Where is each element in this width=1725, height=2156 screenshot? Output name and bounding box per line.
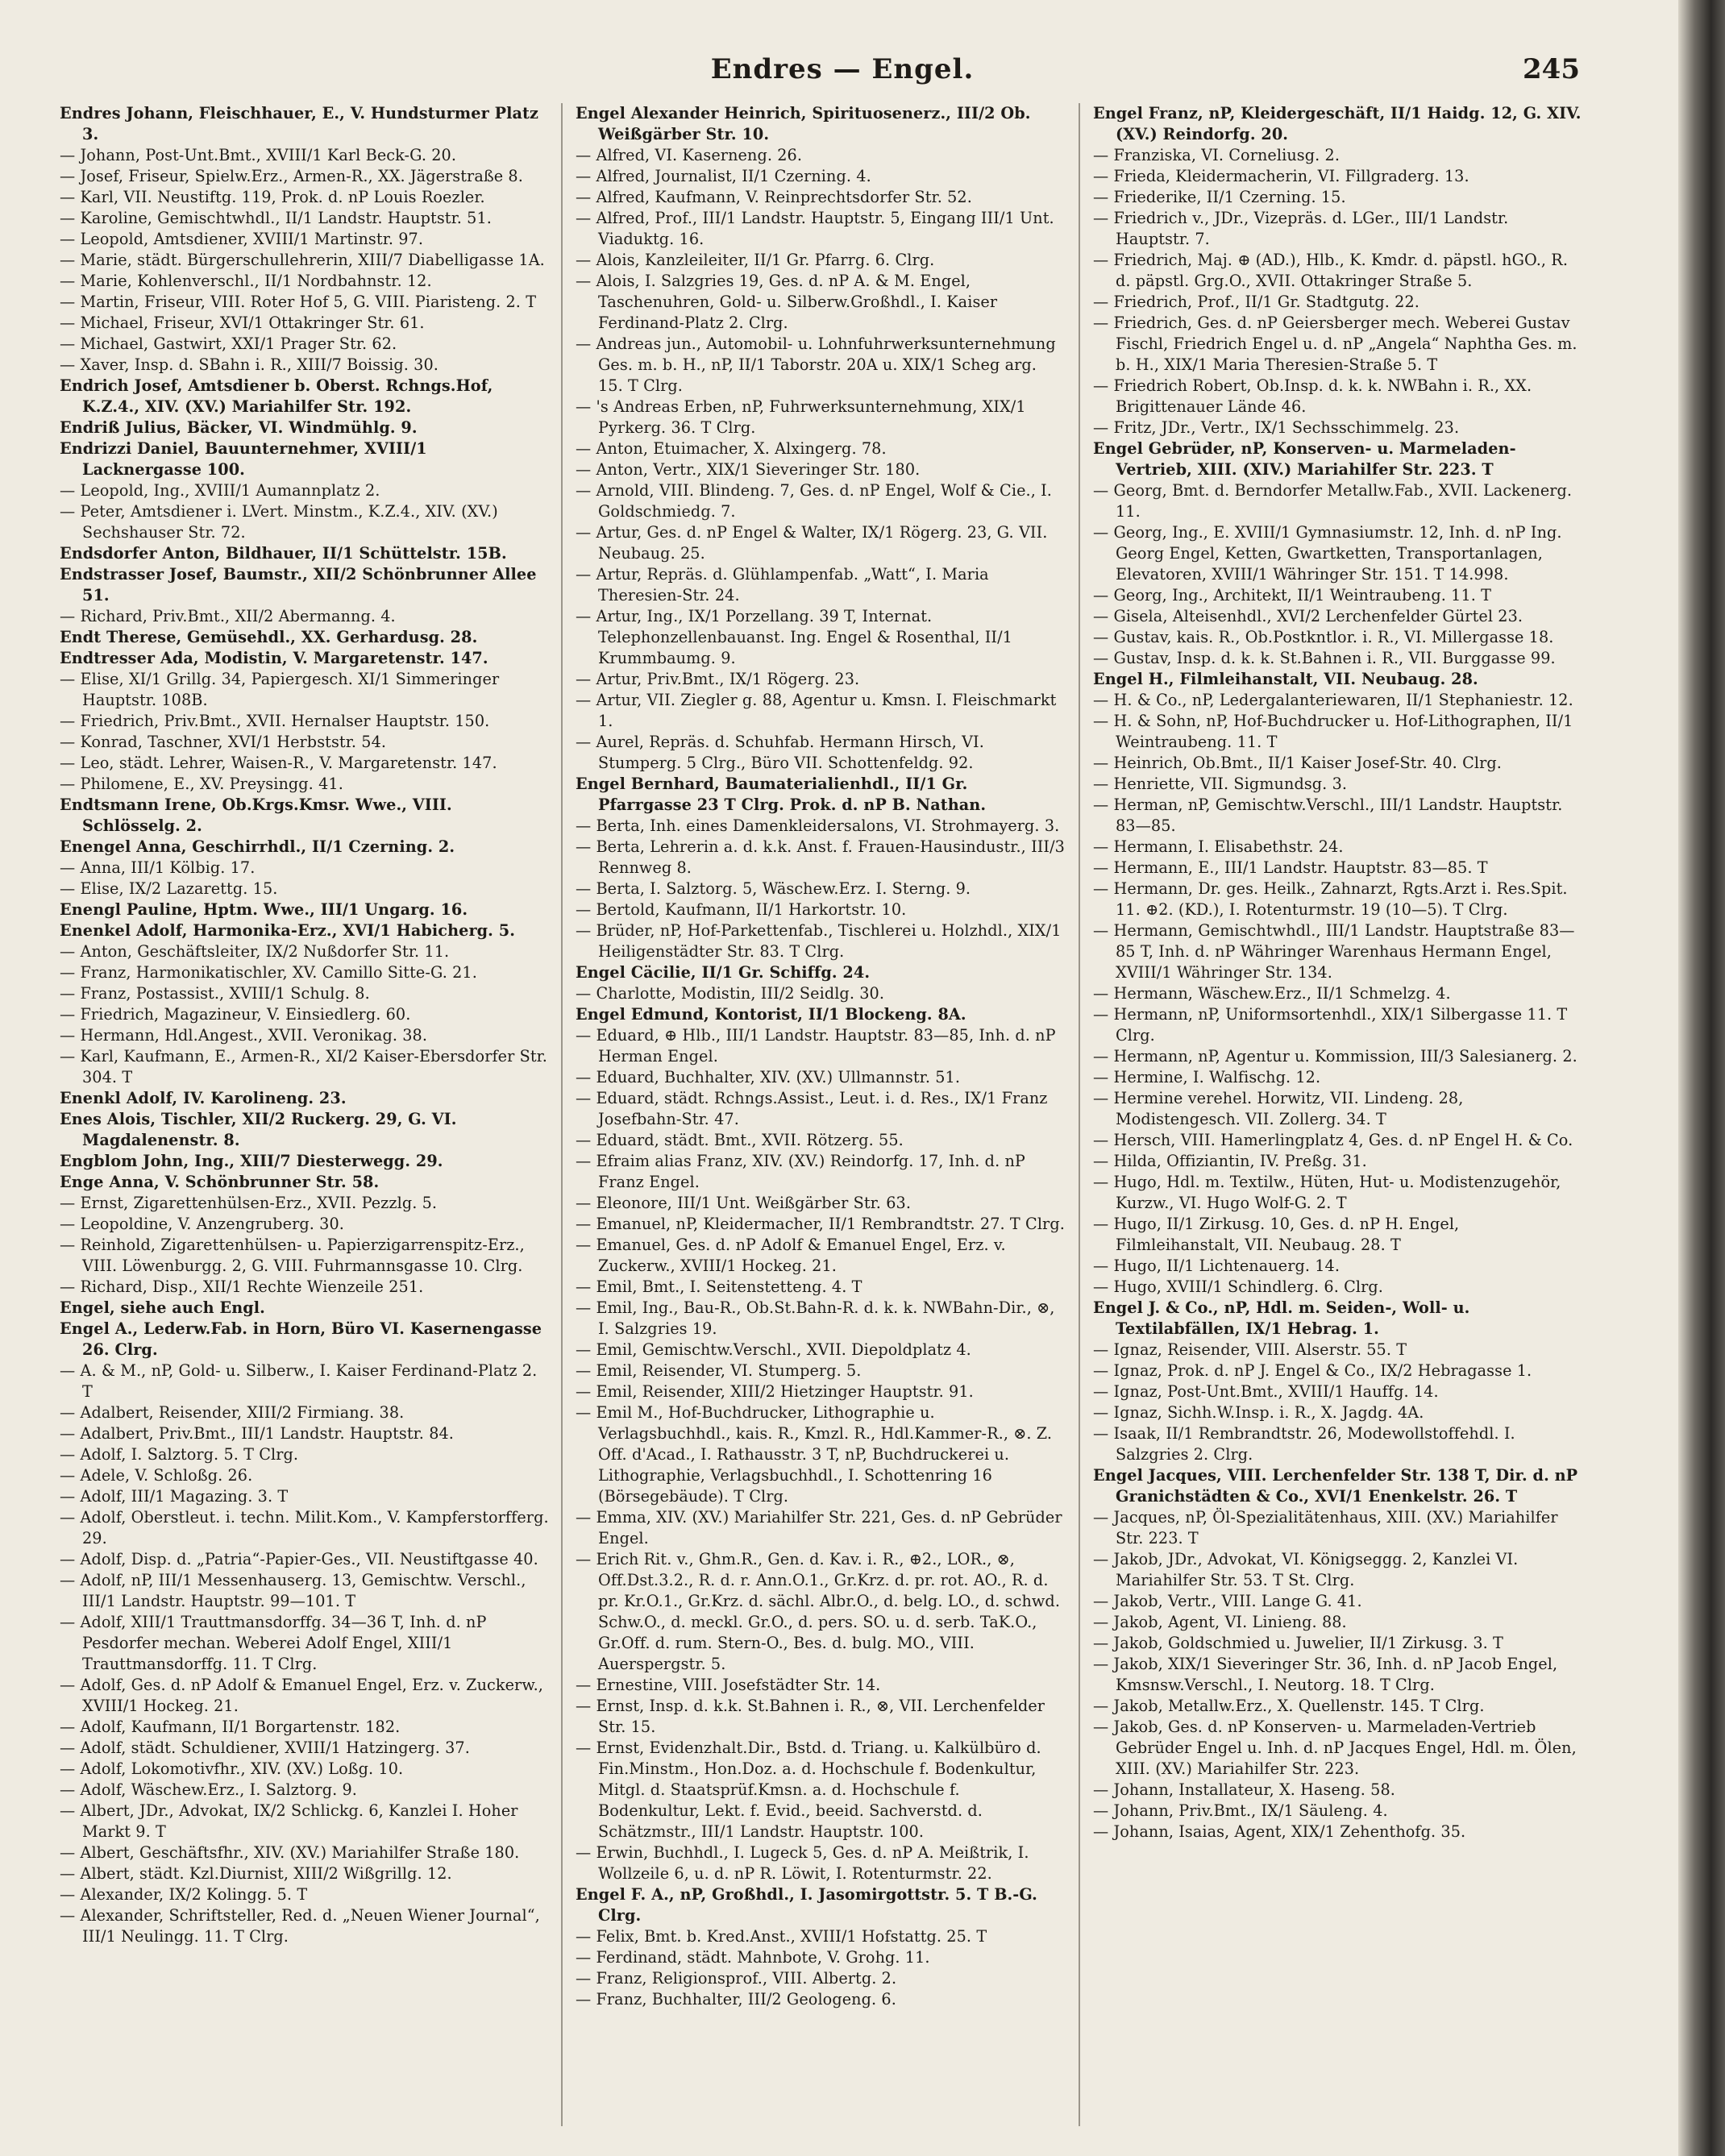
directory-entry: — Adele, V. Schloßg. 26. bbox=[60, 1466, 253, 1485]
directory-entry: — Adalbert, Reisender, XIII/2 Firmiang. 38. bbox=[60, 1403, 405, 1422]
directory-entry: — Ignaz, Post-Unt.Bmt., XVIII/1 Hauffg. 14. bbox=[1093, 1382, 1439, 1401]
directory-entry: — Peter, Amtsdiener i. LVert. Minstm., K.Z.4., XIV. (XV.) Sechshauser Str. 72. bbox=[60, 502, 498, 542]
directory-entry: — Adolf, Oberstleut. i. techn. Milit.Kom., V. Kampferstorfferg. 29. bbox=[60, 1508, 549, 1547]
directory-entry: — Jakob, Ges. d. nP Konserven- u. Marmeladen-Vertrieb Gebrüder Engel u. Inh. d. nP Jacques Engel, Hdl. m. Ölen, XIII. (XV.) Mariahilfer Str. 223. bbox=[1093, 1718, 1577, 1778]
directory-entry: — Felix, Bmt. b. Kred.Anst., XVIII/1 Hofstattg. 25. T bbox=[576, 1927, 987, 1946]
directory-entry: — Ferdinand, städt. Mahnbote, V. Grohg. 11. bbox=[576, 1948, 930, 1967]
directory-entry: — Richard, Disp., XII/1 Rechte Wienzeile 251. bbox=[60, 1277, 424, 1296]
directory-entry: — Hersch, VIII. Hamerlingplatz 4, Ges. d. nP Engel H. & Co. bbox=[1093, 1131, 1573, 1149]
directory-entry: — Ignaz, Reisender, VIII. Alserstr. 55. T bbox=[1093, 1340, 1407, 1359]
directory-entry: — Johann, Isaias, Agent, XIX/1 Zehenthofg. 35. bbox=[1093, 1822, 1466, 1841]
directory-entry: — Adolf, Disp. d. „Patria“-Papier-Ges., VII. Neustiftgasse 40. bbox=[60, 1550, 538, 1568]
directory-entry-heading: Engel Gebrüder, nP, Konserven- u. Marmeladen-Vertrieb, XIII. (XIV.) Mariahilfer Str. 223. T bbox=[1093, 439, 1516, 479]
directory-entry: — Emil, Ing., Bau-R., Ob.St.Bahn-R. d. k. k. NWBahn-Dir., ⊗, I. Salzgries 19. bbox=[576, 1298, 1055, 1338]
directory-entry: — Hugo, Hdl. m. Textilw., Hüten, Hut- u. Modistenzugehör, Kurzw., VI. Hugo Wolf-G. 2. T bbox=[1093, 1173, 1561, 1212]
directory-entry: — Georg, Bmt. d. Berndorfer Metallw.Fab., XVII. Lackenerg. 11. bbox=[1093, 481, 1573, 521]
directory-entry: — Friederike, II/1 Czerning. 15. bbox=[1093, 188, 1346, 206]
directory-entry-heading: Endriß Julius, Bäcker, VI. Windmühlg. 9. bbox=[60, 418, 418, 437]
column-divider bbox=[1079, 103, 1080, 2126]
directory-entry: — Anton, Geschäftsleiter, IX/2 Nußdorfer Str. 11. bbox=[60, 942, 450, 961]
directory-entry-heading: Engel J. & Co., nP, Hdl. m. Seiden-, Woll- u. Textilabfällen, IX/1 Hebrag. 1. bbox=[1093, 1298, 1470, 1338]
directory-entry: — Isaak, II/1 Rembrandtstr. 26, Modewollstoffehdl. I. Salzgries 2. Clrg. bbox=[1093, 1424, 1515, 1464]
directory-entry: — Hermann, Dr. ges. Heilk., Zahnarzt, Rgts.Arzt i. Res.Spit. 11. ⊕2. (KD.), I. Rotenturmstr. 19 (10—5). T Clrg. bbox=[1093, 879, 1568, 919]
directory-entry: — Hermine, I. Walfischg. 12. bbox=[1093, 1068, 1321, 1086]
directory-entry: — Alfred, Journalist, II/1 Czerning. 4. bbox=[576, 167, 871, 185]
directory-entry: — Gustav, Insp. d. k. k. St.Bahnen i. R., VII. Burggasse 99. bbox=[1093, 649, 1556, 667]
directory-entry: — Artur, Repräs. d. Glühlampenfab. „Watt“, I. Maria Theresien-Str. 24. bbox=[576, 565, 989, 604]
directory-entry: — Emil, Reisender, XIII/2 Hietzinger Hauptstr. 91. bbox=[576, 1382, 974, 1401]
directory-entry: — Hermine verehel. Horwitz, VII. Lindeng. 28, Modistengesch. VII. Zollerg. 34. T bbox=[1093, 1089, 1464, 1128]
directory-entry: — Johann, Installateur, X. Haseng. 58. bbox=[1093, 1780, 1395, 1799]
directory-entry: — Alois, Kanzleileiter, II/1 Gr. Pfarrg. 6. Clrg. bbox=[576, 251, 935, 269]
directory-entry: — Emil, Reisender, VI. Stumperg. 5. bbox=[576, 1361, 862, 1380]
directory-entry: — Jacques, nP, Öl-Spezialitätenhaus, XIII. (XV.) Mariahilfer Str. 223. T bbox=[1093, 1508, 1558, 1547]
directory-entry: — Anton, Vertr., XIX/1 Sieveringer Str. 180. bbox=[576, 460, 921, 479]
directory-entry: — Jakob, XIX/1 Sieveringer Str. 36, Inh. d. nP Jacob Engel, Kmsnsw.Verschl., I. Neutorg. 18. T Clrg. bbox=[1093, 1655, 1558, 1694]
directory-entry: — Hugo, II/1 Zirkusg. 10, Ges. d. nP H. Engel, Filmleihanstalt, VII. Neubaug. 28. T bbox=[1093, 1215, 1460, 1254]
directory-entry-heading: Engel H., Filmleihanstalt, VII. Neubaug. 28. bbox=[1093, 670, 1478, 688]
directory-entry: — Xaver, Insp. d. SBahn i. R., XIII/7 Boissig. 30. bbox=[60, 355, 439, 374]
directory-entry: — Albert, städt. Kzl.Diurnist, XIII/2 Wißgrillg. 12. bbox=[60, 1864, 452, 1883]
directory-entry: — Herman, nP, Gemischtw.Verschl., III/1 Landstr. Hauptstr. 83—85. bbox=[1093, 796, 1563, 835]
directory-entry: — Johann, Post-Unt.Bmt., XVIII/1 Karl Beck-G. 20. bbox=[60, 146, 457, 164]
directory-entry: — Hermann, nP, Uniformsortenhdl., XIX/1 Silbergasse 11. T Clrg. bbox=[1093, 1005, 1568, 1045]
directory-entry: — Karl, Kaufmann, E., Armen-R., XI/2 Kaiser-Ebersdorfer Str. 304. T bbox=[60, 1047, 548, 1086]
directory-entry-heading: Engel Edmund, Kontorist, II/1 Blockeng. 8A. bbox=[576, 1005, 966, 1024]
directory-columns bbox=[60, 103, 1583, 2134]
directory-entry: — Eduard, ⊕ Hlb., III/1 Landstr. Hauptstr. 83—85, Inh. d. nP Herman Engel. bbox=[576, 1026, 1056, 1066]
directory-entry: — H. & Sohn, nP, Hof-Buchdrucker u. Hof-Lithographen, II/1 Weintraubeng. 11. T bbox=[1093, 712, 1573, 751]
directory-entry-heading: Engel, siehe auch Engl. bbox=[60, 1298, 265, 1317]
directory-entry-heading: Endtsmann Irene, Ob.Krgs.Kmsr. Wwe., VIII. Schlösselg. 2. bbox=[60, 796, 452, 835]
directory-entry: — Leopold, Ing., XVIII/1 Aumannplatz 2. bbox=[60, 481, 380, 500]
directory-entry: — Emil M., Hof-Buchdrucker, Lithographie u. Verlagsbuchhdl., kais. R., Kmzl. R., Hdl.Kammer-R., ⊗. Z. Off. d'Acad., I. Rathausstr. 3 T, nP, Buchdruckerei u. Lithographie, Verlagsbuchhdl., I. Schottenring 16 (Börsegebäude). T Clrg. bbox=[576, 1403, 1053, 1506]
directory-entry: — Friedrich, Maj. ⊕ (AD.), Hlb., K. Kmdr. d. päpstl. hGO., R. d. päpstl. Grg.O., XVII. Ottakringer Straße 5. bbox=[1093, 251, 1569, 290]
directory-entry: — Michael, Friseur, XVI/1 Ottakringer Str. 61. bbox=[60, 314, 425, 332]
directory-entry: — Franz, Harmonikatischler, XV. Camillo Sitte-G. 21. bbox=[60, 963, 477, 982]
directory-entry: — Arnold, VIII. Blindeng. 7, Ges. d. nP Engel, Wolf & Cie., I. Goldschmiedg. 7. bbox=[576, 481, 1052, 521]
directory-entry: — Frieda, Kleidermacherin, VI. Fillgraderg. 13. bbox=[1093, 167, 1469, 185]
directory-entry: — Friedrich, Prof., II/1 Gr. Stadtgutg. 22. bbox=[1093, 293, 1419, 311]
directory-entry: — Anna, III/1 Kölbig. 17. bbox=[60, 858, 256, 877]
directory-entry-heading: Endres Johann, Fleischhauer, E., V. Hundsturmer Platz 3. bbox=[60, 104, 539, 143]
directory-entry: — Leopoldine, V. Anzengruberg. 30. bbox=[60, 1215, 344, 1233]
directory-entry: — Erich Rit. v., Ghm.R., Gen. d. Kav. i. R., ⊕2., LOR., ⊗, Off.Dst.3.2., R. d. r. Ann.O.1., Gr.Krz. d. pr. rot. AO., R. d. pr. Kr.O.1., Gr.Krz. d. sächl. Albr.O., d. belg. LO., d. schwd. Schw.O., d. meckl. Gr.O., d. pers. SO. u. d. serb. TaK.O., Gr.Off. d. rum. Stern-O., Bes. d. bulg. MO., VIII. Auerspergstr. 5. bbox=[576, 1550, 1061, 1673]
directory-entry-heading: Engblom John, Ing., XIII/7 Diesterwegg. 29. bbox=[60, 1152, 443, 1170]
directory-entry: — Fritz, JDr., Vertr., IX/1 Sechsschimmelg. 23. bbox=[1093, 418, 1460, 437]
directory-entry: — Artur, Priv.Bmt., IX/1 Rögerg. 23. bbox=[576, 670, 860, 688]
directory-entry: — Ernst, Insp. d. k.k. St.Bahnen i. R., ⊗, VII. Lerchenfelder Str. 15. bbox=[576, 1697, 1045, 1736]
directory-entry: — Albert, Geschäftsfhr., XIV. (XV.) Mariahilfer Straße 180. bbox=[60, 1843, 520, 1862]
directory-entry: — Franz, Religionsprof., VIII. Albertg. 2. bbox=[576, 1969, 897, 1988]
directory-entry: — Eduard, städt. Rchngs.Assist., Leut. i. d. Res., IX/1 Franz Josefbahn-Str. 47. bbox=[576, 1089, 1048, 1128]
directory-entry: — A. & M., nP, Gold- u. Silberw., I. Kaiser Ferdinand-Platz 2. T bbox=[60, 1361, 538, 1401]
directory-entry-heading: Engel F. A., nP, Großhdl., I. Jasomirgottstr. 5. T B.-G. Clrg. bbox=[576, 1885, 1037, 1925]
directory-entry: — Jakob, Goldschmied u. Juwelier, II/1 Zirkusg. 3. T bbox=[1093, 1634, 1503, 1652]
directory-entry: — Franz, Buchhalter, III/2 Geologeng. 6. bbox=[576, 1990, 896, 2009]
directory-entry: — Hugo, XVIII/1 Schindlerg. 6. Clrg. bbox=[1093, 1277, 1383, 1296]
directory-entry: — Leopold, Amtsdiener, XVIII/1 Martinstr. 97. bbox=[60, 230, 424, 248]
directory-entry: — Eduard, städt. Bmt., XVII. Rötzerg. 55. bbox=[576, 1131, 904, 1149]
directory-entry-heading: Engel Alexander Heinrich, Spirituosenerz., III/2 Ob. Weißgärber Str. 10. bbox=[576, 104, 1031, 143]
directory-entry: — Berta, Inh. eines Damenkleidersalons, VI. Strohmayerg. 3. bbox=[576, 816, 1060, 835]
directory-entry: — Ernestine, VIII. Josefstädter Str. 14. bbox=[576, 1676, 881, 1694]
directory-entry: — Elise, IX/2 Lazarettg. 15. bbox=[60, 879, 278, 898]
directory-entry: — Josef, Friseur, Spielw.Erz., Armen-R., XX. Jägerstraße 8. bbox=[60, 167, 523, 185]
directory-entry: — Georg, Ing., E. XVIII/1 Gymnasiumstr. 12, Inh. d. nP Ing. Georg Engel, Ketten, Gwartketten, Transportanlagen, Elevatoren, XVIII/1 Währinger Str. 151. T 14.998. bbox=[1093, 523, 1562, 584]
directory-entry-heading: Enengel Anna, Geschirrhdl., II/1 Czerning. 2. bbox=[60, 837, 455, 856]
directory-entry: — Eduard, Buchhalter, XIV. (XV.) Ullmannstr. 51. bbox=[576, 1068, 961, 1086]
directory-entry: — Artur, Ing., IX/1 Porzellang. 39 T, Internat. Telephonzellenbauanst. Ing. Engel & Rosenthal, II/1 Krummbaumg. 9. bbox=[576, 607, 1012, 667]
directory-entry: — Heinrich, Ob.Bmt., II/1 Kaiser Josef-Str. 40. Clrg. bbox=[1093, 754, 1502, 772]
directory-entry: — Jakob, Vertr., VIII. Lange G. 41. bbox=[1093, 1592, 1362, 1610]
directory-entry: — Artur, Ges. d. nP Engel & Walter, IX/1 Rögerg. 23, G. VII. Neubaug. 25. bbox=[576, 523, 1048, 563]
directory-entry: — Marie, Kohlenverschl., II/1 Nordbahnstr. 12. bbox=[60, 272, 432, 290]
directory-entry: — Charlotte, Modistin, III/2 Seidlg. 30. bbox=[576, 984, 885, 1003]
directory-entry-heading: Enge Anna, V. Schönbrunner Str. 58. bbox=[60, 1173, 380, 1191]
directory-entry: — Hermann, E., III/1 Landstr. Hauptstr. 83—85. T bbox=[1093, 858, 1488, 877]
directory-entry: — Martin, Friseur, VIII. Roter Hof 5, G. VIII. Piaristeng. 2. T bbox=[60, 293, 537, 311]
directory-entry: — Adolf, III/1 Magazing. 3. T bbox=[60, 1487, 289, 1506]
directory-entry: — Gisela, Alteisenhdl., XVI/2 Lerchenfelder Gürtel 23. bbox=[1093, 607, 1523, 625]
directory-entry: — Marie, städt. Bürgerschullehrerin, XIII/7 Diabelligasse 1A. bbox=[60, 251, 545, 269]
directory-entry: — Anton, Etuimacher, X. Alxingerg. 78. bbox=[576, 439, 887, 458]
directory-entry: — Gustav, kais. R., Ob.Postkntlor. i. R., VI. Millergasse 18. bbox=[1093, 628, 1554, 646]
directory-entry: — Reinhold, Zigarettenhülsen- u. Papierzigarrenspitz-Erz., VIII. Löwenburgg. 2, G. VIII. Fuhrmannsgasse 10. Clrg. bbox=[60, 1236, 525, 1275]
directory-entry: — Emma, XIV. (XV.) Mariahilfer Str. 221, Ges. d. nP Gebrüder Engel. bbox=[576, 1508, 1062, 1547]
directory-entry: — Friedrich, Ges. d. nP Geiersberger mech. Weberei Gustav Fischl, Friedrich Engel u. d. nP „Angela“ Naphtha Ges. m. b. H., XIX/1 Maria Theresien-Straße 5. T bbox=[1093, 314, 1577, 374]
directory-entry: — Hermann, I. Elisabethstr. 24. bbox=[1093, 837, 1344, 856]
directory-entry-heading: Engel Bernhard, Baumaterialienhdl., II/1 Gr. Pfarrgasse 23 T Clrg. Prok. d. nP B. Nathan. bbox=[576, 775, 987, 814]
directory-entry: — Hermann, nP, Agentur u. Kommission, III/3 Salesianerg. 2. bbox=[1093, 1047, 1577, 1066]
directory-entry: — Alois, I. Salzgries 19, Ges. d. nP A. & M. Engel, Taschenuhren, Gold- u. Silberw.Großhdl., I. Kaiser Ferdinand-Platz 2. Clrg. bbox=[576, 272, 998, 332]
directory-entry: — Hugo, II/1 Lichtenauerg. 14. bbox=[1093, 1257, 1341, 1275]
directory-entry: — Friedrich, Magazineur, V. Einsiedlerg. 60. bbox=[60, 1005, 411, 1024]
directory-entry: — Adalbert, Priv.Bmt., III/1 Landstr. Hauptstr. 84. bbox=[60, 1424, 455, 1443]
directory-entry: — Ignaz, Prok. d. nP J. Engel & Co., IX/2 Hebragasse 1. bbox=[1093, 1361, 1532, 1380]
directory-entry: — H. & Co., nP, Ledergalanteriewaren, II/1 Stephaniestr. 12. bbox=[1093, 691, 1573, 709]
directory-entry: — 's Andreas Erben, nP, Fuhrwerksunternehmung, XIX/1 Pyrkerg. 36. T Clrg. bbox=[576, 397, 1026, 437]
directory-entry: — Hilda, Offiziantin, IV. Preßg. 31. bbox=[1093, 1152, 1367, 1170]
column-2 bbox=[576, 103, 1066, 2134]
directory-entry: — Karoline, Gemischtwhdl., II/1 Landstr. Hauptstr. 51. bbox=[60, 209, 492, 227]
directory-entry: — Franz, Postassist., XVIII/1 Schulg. 8. bbox=[60, 984, 370, 1003]
directory-entry: — Karl, VII. Neustiftg. 119, Prok. d. nP Louis Roezler. bbox=[60, 188, 485, 206]
directory-entry: — Jakob, Agent, VI. Linieng. 88. bbox=[1093, 1613, 1347, 1631]
directory-entry: — Elise, XI/1 Grillg. 34, Papiergesch. XI/1 Simmeringer Hauptstr. 108B. bbox=[60, 670, 500, 709]
directory-entry-heading: Endt Therese, Gemüsehdl., XX. Gerhardusg. 28. bbox=[60, 628, 478, 646]
directory-entry: — Alfred, VI. Kaserneng. 26. bbox=[576, 146, 803, 164]
directory-entry: — Konrad, Taschner, XVI/1 Herbststr. 54. bbox=[60, 733, 387, 751]
directory-entry-heading: Enes Alois, Tischler, XII/2 Ruckerg. 29, G. VI. Magdalenenstr. 8. bbox=[60, 1110, 457, 1149]
directory-entry-heading: Endsdorfer Anton, Bildhauer, II/1 Schüttelstr. 15B. bbox=[60, 544, 507, 563]
directory-entry: — Hermann, Wäschew.Erz., II/1 Schmelzg. 4. bbox=[1093, 984, 1451, 1003]
directory-entry: — Hermann, Gemischtwhdl., III/1 Landstr. Hauptstraße 83—85 T, Inh. d. nP Währinger Warenhaus Hermann Engel, XVIII/1 Währinger Str. 134. bbox=[1093, 921, 1575, 982]
directory-entry-heading: Endrizzi Daniel, Bauunternehmer, XVIII/1 Lacknergasse 100. bbox=[60, 439, 427, 479]
directory-entry: — Adolf, städt. Schuldiener, XVIII/1 Hatzingerg. 37. bbox=[60, 1739, 470, 1757]
directory-entry: — Franziska, VI. Corneliusg. 2. bbox=[1093, 146, 1341, 164]
directory-entry: — Adolf, Wäschew.Erz., I. Salztorg. 9. bbox=[60, 1780, 357, 1799]
directory-entry-heading: Endstrasser Josef, Baumstr., XII/2 Schönbrunner Allee 51. bbox=[60, 565, 537, 604]
directory-entry: — Adolf, Lokomotivfhr., XIV. (XV.) Loßg. 10. bbox=[60, 1759, 404, 1778]
directory-entry: — Emanuel, nP, Kleidermacher, II/1 Rembrandtstr. 27. T Clrg. bbox=[576, 1215, 1065, 1233]
directory-entry: — Andreas jun., Automobil- u. Lohnfuhrwerksunternehmung Ges. m. b. H., nP, II/1 Taborstr. 20A u. XIX/1 Scheg arg. 15. T Clrg. bbox=[576, 334, 1056, 395]
directory-entry: — Georg, Ing., Architekt, II/1 Weintraubeng. 11. T bbox=[1093, 586, 1492, 604]
directory-entry: — Emil, Gemischtw.Verschl., XVII. Diepoldplatz 4. bbox=[576, 1340, 971, 1359]
directory-entry: — Erwin, Buchhdl., I. Lugeck 5, Ges. d. nP A. Meißtrik, I. Wollzeile 6, u. d. nP R. Löwit, I. Rotenturmstr. 22. bbox=[576, 1843, 1029, 1883]
directory-entry: — Hermann, Hdl.Angest., XVII. Veronikag. 38. bbox=[60, 1026, 428, 1045]
directory-entry: — Emanuel, Ges. d. nP Adolf & Emanuel Engel, Erz. v. Zuckerw., XVIII/1 Hockeg. 21. bbox=[576, 1236, 1006, 1275]
column-3 bbox=[1093, 103, 1583, 2134]
directory-entry-heading: Endrich Josef, Amtsdiener b. Oberst. Rchngs.Hof, K.Z.4., XIV. (XV.) Mariahilfer Str. 192. bbox=[60, 376, 493, 416]
directory-entry: — Adolf, nP, III/1 Messenhauserg. 13, Gemischtw. Verschl., III/1 Landstr. Hauptstr. 99—101. T bbox=[60, 1571, 526, 1610]
directory-entry: — Emil, Bmt., I. Seitenstetteng. 4. T bbox=[576, 1277, 862, 1296]
directory-entry-heading: Enenkl Adolf, IV. Karolineng. 23. bbox=[60, 1089, 347, 1107]
directory-entry: — Jakob, Metallw.Erz., X. Quellenstr. 145. T Clrg. bbox=[1093, 1697, 1485, 1715]
directory-entry-heading: Enengl Pauline, Hptm. Wwe., III/1 Ungarg. 16. bbox=[60, 900, 468, 919]
page-binding-edge bbox=[1678, 0, 1725, 2156]
page-header bbox=[105, 47, 1580, 95]
directory-entry: — Adolf, XIII/1 Trauttmansdorffg. 34—36 T, Inh. d. nP Pesdorfer mechan. Weberei Adolf Engel, XIII/1 Trauttmansdorffg. 11. T Clrg. bbox=[60, 1613, 487, 1673]
directory-entry-heading: Engel A., Lederw.Fab. in Horn, Büro VI. Kasernengasse 26. Clrg. bbox=[60, 1319, 542, 1359]
directory-entry-heading: Engel Franz, nP, Kleidergeschäft, II/1 Haidg. 12, G. XIV. (XV.) Reindorfg. 20. bbox=[1093, 104, 1582, 143]
page-number: 245 bbox=[1523, 53, 1580, 85]
directory-entry: — Friedrich, Priv.Bmt., XVII. Hernalser Hauptstr. 150. bbox=[60, 712, 490, 730]
directory-entry: — Albert, JDr., Advokat, IX/2 Schlickg. 6, Kanzlei I. Hoher Markt 9. T bbox=[60, 1801, 518, 1841]
directory-entry-heading: Endtresser Ada, Modistin, V. Margaretenstr. 147. bbox=[60, 649, 488, 667]
directory-entry: — Philomene, E., XV. Preysingg. 41. bbox=[60, 775, 343, 793]
directory-entry: — Michael, Gastwirt, XXI/1 Prager Str. 62. bbox=[60, 334, 397, 353]
directory-entry: — Ernst, Evidenzhalt.Dir., Bstd. d. Triang. u. Kalkülbüro d. Fin.Minstm., Hon.Doz. a. d. Hochschule f. Bodenkultur, Mitgl. d. Staatsprüf.Kmsn. a. d. Hochschule f. Bodenkultur, Lekt. f. Evid., beeid. Sachverstd. d. Schätzmstr., III/1 Landstr. Hauptstr. 100. bbox=[576, 1739, 1041, 1841]
directory-entry: — Ignaz, Sichh.W.Insp. i. R., X. Jagdg. 4A. bbox=[1093, 1403, 1424, 1422]
column-1 bbox=[60, 103, 550, 2134]
directory-entry: — Adolf, Kaufmann, II/1 Borgartenstr. 182. bbox=[60, 1718, 401, 1736]
column-divider bbox=[561, 103, 563, 2126]
directory-entry-heading: Engel Cäcilie, II/1 Gr. Schiffg. 24. bbox=[576, 963, 871, 982]
directory-entry: — Jakob, JDr., Advokat, VI. Königseggg. 2, Kanzlei VI. Mariahilfer Str. 53. T St. Clrg. bbox=[1093, 1550, 1519, 1589]
directory-entry: — Adolf, I. Salztorg. 5. T Clrg. bbox=[60, 1445, 299, 1464]
directory-entry: — Artur, VII. Ziegler g. 88, Agentur u. Kmsn. I. Fleischmarkt 1. bbox=[576, 691, 1057, 730]
directory-entry-heading: Enenkel Adolf, Harmonika-Erz., XVI/1 Habicherg. 5. bbox=[60, 921, 515, 940]
running-head: Endres — Engel. bbox=[710, 53, 975, 85]
directory-entry: — Alexander, IX/2 Kolingg. 5. T bbox=[60, 1885, 308, 1904]
directory-entry-heading: Engel Jacques, VIII. Lerchenfelder Str. 138 T, Dir. d. nP Granichstädten & Co., XVI/1 Enenkelstr. 26. T bbox=[1093, 1466, 1578, 1506]
directory-entry: — Eleonore, III/1 Unt. Weißgärber Str. 63. bbox=[576, 1194, 912, 1212]
directory-entry: — Alfred, Prof., III/1 Landstr. Hauptstr. 5, Eingang III/1 Unt. Viaduktg. 16. bbox=[576, 209, 1054, 248]
directory-entry: — Berta, I. Salztorg. 5, Wäschew.Erz. I. Sterng. 9. bbox=[576, 879, 971, 898]
directory-entry: — Ernst, Zigarettenhülsen-Erz., XVII. Pezzlg. 5. bbox=[60, 1194, 438, 1212]
directory-entry: — Richard, Priv.Bmt., XII/2 Abermanng. 4. bbox=[60, 607, 396, 625]
directory-entry: — Bertold, Kaufmann, II/1 Harkortstr. 10. bbox=[576, 900, 907, 919]
directory-entry: — Friedrich v., JDr., Vizepräs. d. LGer., III/1 Landstr. Hauptstr. 7. bbox=[1093, 209, 1509, 248]
directory-entry: — Alfred, Kaufmann, V. Reinprechtsdorfer Str. 52. bbox=[576, 188, 972, 206]
directory-entry: — Aurel, Repräs. d. Schuhfab. Hermann Hirsch, VI. Stumperg. 5 Clrg., Büro VII. Schottenfeldg. 92. bbox=[576, 733, 984, 772]
directory-entry: — Henriette, VII. Sigmundsg. 3. bbox=[1093, 775, 1348, 793]
directory-entry: — Adolf, Ges. d. nP Adolf & Emanuel Engel, Erz. v. Zuckerw., XVIII/1 Hockeg. 21. bbox=[60, 1676, 543, 1715]
directory-entry: — Leo, städt. Lehrer, Waisen-R., V. Margaretenstr. 147. bbox=[60, 754, 497, 772]
directory-entry: — Friedrich Robert, Ob.Insp. d. k. k. NWBahn i. R., XX. Brigittenauer Lände 46. bbox=[1093, 376, 1532, 416]
directory-entry: — Brüder, nP, Hof-Parkettenfab., Tischlerei u. Holzhdl., XIX/1 Heiligenstädter Str. 83. T Clrg. bbox=[576, 921, 1062, 961]
directory-entry: — Efraim alias Franz, XIV. (XV.) Reindorfg. 17, Inh. d. nP Franz Engel. bbox=[576, 1152, 1025, 1191]
directory-entry: — Berta, Lehrerin a. d. k.k. Anst. f. Frauen-Hausindustr., III/3 Rennweg 8. bbox=[576, 837, 1065, 877]
directory-entry: — Alexander, Schriftsteller, Red. d. „Neuen Wiener Journal“, III/1 Neulingg. 11. T Clrg. bbox=[60, 1906, 540, 1946]
directory-entry: — Johann, Priv.Bmt., IX/1 Säuleng. 4. bbox=[1093, 1801, 1388, 1820]
